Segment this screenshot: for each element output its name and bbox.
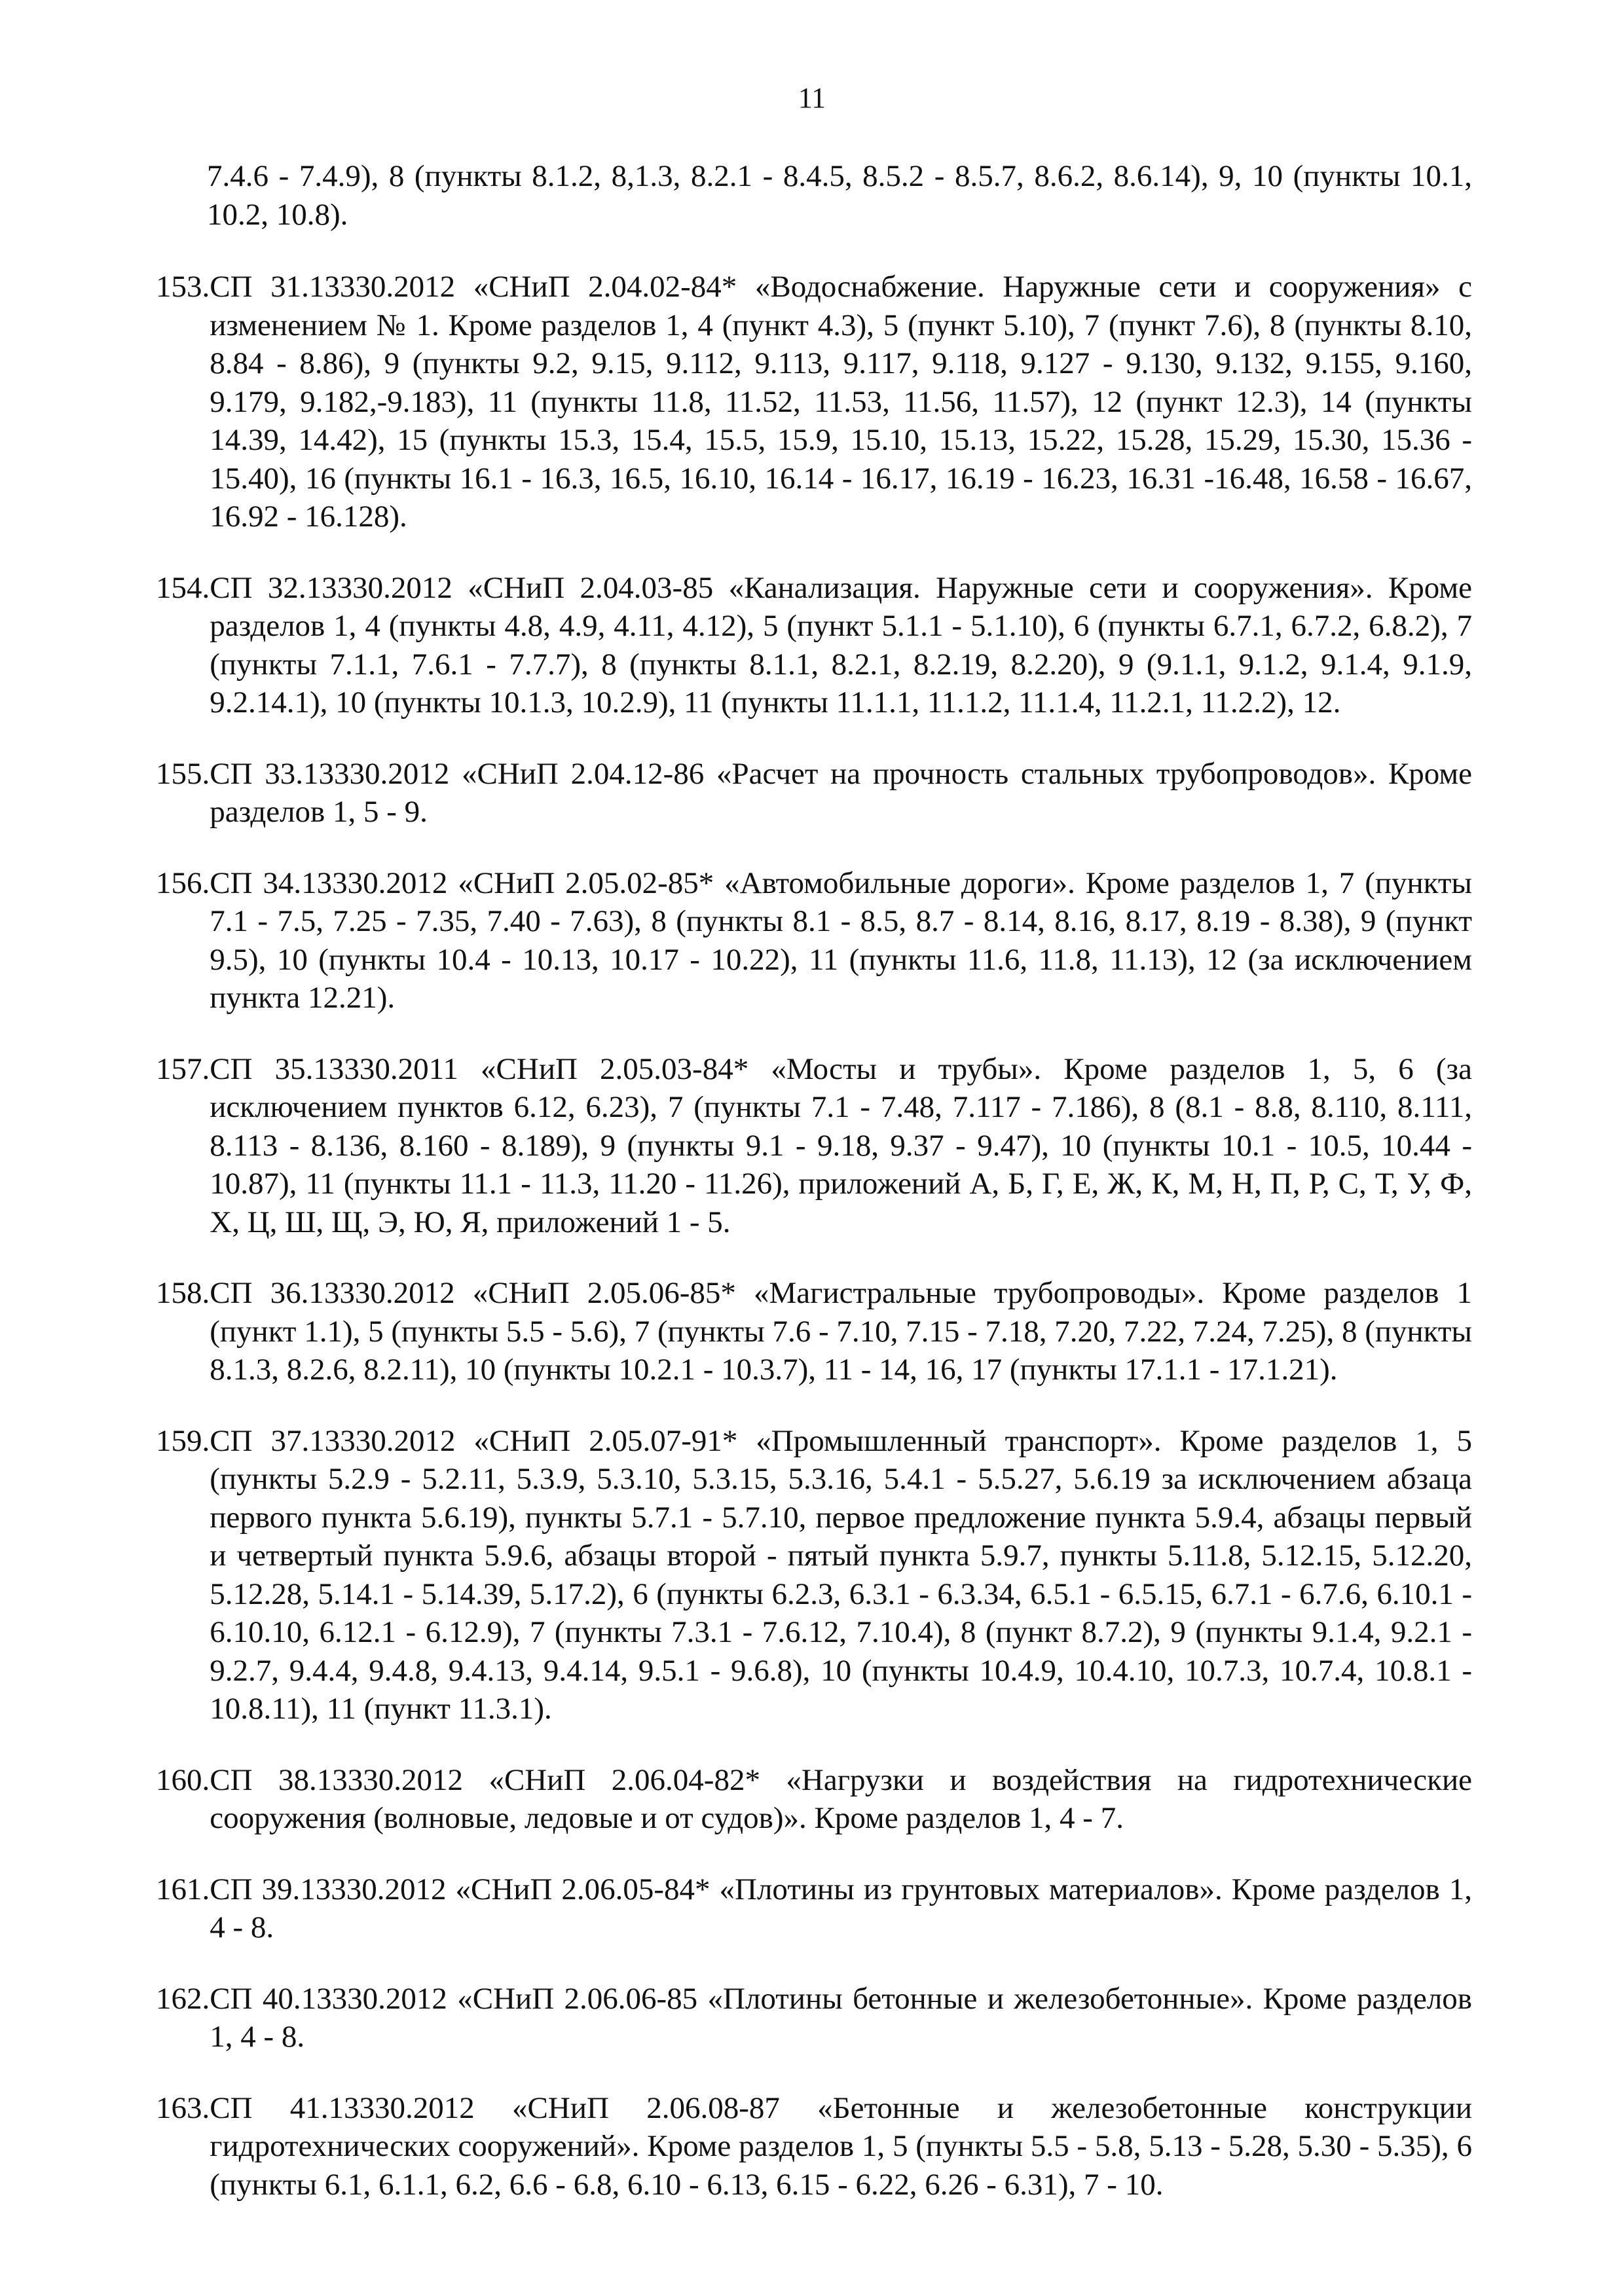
item-number: 156.: [156, 866, 210, 900]
item-text: СП 31.13330.2012 «СНиП 2.04.02-84* «Водоснабжение. Наружные сети и сооружения» с изменением № 1. Кроме разделов 1, 4 (пункт 4.3), 5 (пункт 5.10), 7 (пункт 7.6), 8 (пункты 8.10, 8.84 - 8.86), 9 (пункты 9.2, 9.15, 9.112, 9.113, 9.117, 9.118, 9.127 - 9.130, 9.132, 9.155, 9.160, 9.179, 9.182,-9.183), 11 (пункты 11.8, 11.52, 11.53, 11.56, 11.57), 12 (пункт 12.3), 14 (пункты 14.39, 14.42), 15 (пункты 15.3, 15.4, 15.5, 15.9, 15.10, 15.13, 15.22, 15.28, 15.29, 15.30, 15.36 - 15.40), 16 (пункты 16.1 - 16.3, 16.5, 16.10, 16.14 - 16.17, 16.19 - 16.23, 16.31 -16.48, 16.58 - 16.67, 16.92 - 16.128).: [210, 270, 1472, 534]
list-item: [156, 569, 1472, 722]
list-item: [156, 1761, 1472, 1838]
continuation-paragraph: 7.4.6 - 7.4.9), 8 (пункты 8.1.2, 8,1.3, 8.2.1 - 8.4.5, 8.5.2 - 8.5.7, 8.6.2, 8.6.14), 9, 10 (пункты 10.1, 10.2, 10.8).: [207, 159, 1472, 232]
page-number: 11: [798, 82, 826, 114]
item-number: 161.: [156, 1872, 210, 1906]
item-number: 154.: [156, 570, 210, 605]
list-item: [156, 2089, 1472, 2204]
item-number: 153.: [156, 270, 210, 304]
item-text: СП 40.13330.2012 «СНиП 2.06.06-85 «Плотины бетонные и железобетонные». Кроме разделов 1, 4 - 8.: [210, 1981, 1472, 2054]
item-number: 163.: [156, 2090, 210, 2125]
item-text: СП 36.13330.2012 «СНиП 2.05.06-85* «Магистральные трубопроводы». Кроме разделов 1 (пункт 1.1), 5 (пункты 5.5 - 5.6), 7 (пункты 7.6 - 7.10, 7.15 - 7.18, 7.20, 7.22, 7.24, 7.25), 8 (пункты 8.1.3, 8.2.6, 8.2.11), 10 (пункты 10.2.1 - 10.3.7), 11 - 14, 16, 17 (пункты 17.1.1 - 17.1.21).: [210, 1276, 1472, 1387]
list-item: [156, 1274, 1472, 1389]
document-body: [156, 157, 1472, 2236]
list-item: [156, 1050, 1472, 1242]
item-number: 162.: [156, 1981, 210, 2016]
item-number: 160.: [156, 1762, 210, 1797]
item-number: 155.: [156, 756, 210, 791]
item-text: СП 38.13330.2012 «СНиП 2.06.04-82* «Нагрузки и воздействия на гидротехнические сооружения (волновые, ледовые и от судов)». Кроме разделов 1, 4 - 7.: [210, 1762, 1472, 1835]
item-text: СП 37.13330.2012 «СНиП 2.05.07-91* «Промышленный транспорт». Кроме разделов 1, 5 (пункты 5.2.9 - 5.2.11, 5.3.9, 5.3.10, 5.3.15, 5.3.16, 5.4.1 - 5.5.27, 5.6.19 за исключением абзаца первого пункта 5.6.19), пункты 5.7.1 - 5.7.10, первое предложение пункта 5.9.4, абзацы первый и четвертый пункта 5.9.6, абзацы второй - пятый пункта 5.9.7, пункты 5.11.8, 5.12.15, 5.12.20, 5.12.28, 5.14.1 - 5.14.39, 5.17.2), 6 (пункты 6.2.3, 6.3.1 - 6.3.34, 6.5.1 - 6.5.15, 6.7.1 - 6.7.6, 6.10.1 - 6.10.10, 6.12.1 - 6.12.9), 7 (пункты 7.3.1 - 7.6.12, 7.10.4), 8 (пункт 8.7.2), 9 (пункты 9.1.4, 9.2.1 - 9.2.7, 9.4.4, 9.4.8, 9.4.13, 9.4.14, 9.5.1 - 9.6.8), 10 (пункты 10.4.9, 10.4.10, 10.7.3, 10.7.4, 10.8.1 - 10.8.11), 11 (пункт 11.3.1).: [210, 1423, 1472, 1726]
list-item: [156, 864, 1472, 1017]
item-text: СП 41.13330.2012 «СНиП 2.06.08-87 «Бетонные и железобетонные конструкции гидротехнических сооружений». Кроме разделов 1, 5 (пункты 5.5 - 5.8, 5.13 - 5.28, 5.30 - 5.35), 6 (пункты 6.1, 6.1.1, 6.2, 6.6 - 6.8, 6.10 - 6.13, 6.15 - 6.22, 6.26 - 6.31), 7 - 10.: [210, 2090, 1472, 2202]
item-text: СП 35.13330.2011 «СНиП 2.05.03-84* «Мосты и трубы». Кроме разделов 1, 5, 6 (за исключением пунктов 6.12, 6.23), 7 (пункты 7.1 - 7.48, 7.117 - 7.186), 8 (8.1 - 8.8, 8.110, 8.111, 8.113 - 8.136, 8.160 - 8.189), 9 (пункты 9.1 - 9.18, 9.37 - 9.47), 10 (пункты 10.1 - 10.5, 10.44 - 10.87), 11 (пункты 11.1 - 11.3, 11.20 - 11.26), приложений А, Б, Г, Е, Ж, К, М, Н, П, Р, С, Т, У, Ф, Х, Ц, Ш, Щ, Э, Ю, Я, приложений 1 - 5.: [210, 1051, 1472, 1239]
list-item: [156, 268, 1472, 536]
item-number: 157.: [156, 1051, 210, 1086]
item-number: 159.: [156, 1423, 210, 1458]
item-text: СП 33.13330.2012 «СНиП 2.04.12-86 «Расчет на прочность стальных трубопроводов». Кроме разделов 1, 5 - 9.: [210, 756, 1472, 829]
list-item: [156, 1422, 1472, 1728]
list-item: [156, 1980, 1472, 2056]
list-item: [156, 755, 1472, 831]
item-number: 158.: [156, 1276, 210, 1310]
item-text: СП 39.13330.2012 «СНиП 2.06.05-84* «Плотины из грунтовых материалов». Кроме разделов 1, 4 - 8.: [210, 1872, 1472, 1944]
list-item: [156, 1870, 1472, 1947]
item-text: СП 34.13330.2012 «СНиП 2.05.02-85* «Автомобильные дороги». Кроме разделов 1, 7 (пункты 7.1 - 7.5, 7.25 - 7.35, 7.40 - 7.63), 8 (пункты 8.1 - 8.5, 8.7 - 8.14, 8.16, 8.17, 8.19 - 8.38), 9 (пункт 9.5), 10 (пункты 10.4 - 10.13, 10.17 - 10.22), 11 (пункты 11.6, 11.8, 11.13), 12 (за исключением пункта 12.21).: [210, 866, 1472, 1015]
item-text: СП 32.13330.2012 «СНиП 2.04.03-85 «Канализация. Наружные сети и сооружения». Кроме разделов 1, 4 (пункты 4.8, 4.9, 4.11, 4.12), 5 (пункт 5.1.1 - 5.1.10), 6 (пункты 6.7.1, 6.7.2, 6.8.2), 7 (пункты 7.1.1, 7.6.1 - 7.7.7), 8 (пункты 8.1.1, 8.2.1, 8.2.19, 8.2.20), 9 (9.1.1, 9.1.2, 9.1.4, 9.1.9, 9.2.14.1), 10 (пункты 10.1.3, 10.2.9), 11 (пункты 11.1.1, 11.1.2, 11.1.4, 11.2.1, 11.2.2), 12.: [210, 570, 1472, 720]
